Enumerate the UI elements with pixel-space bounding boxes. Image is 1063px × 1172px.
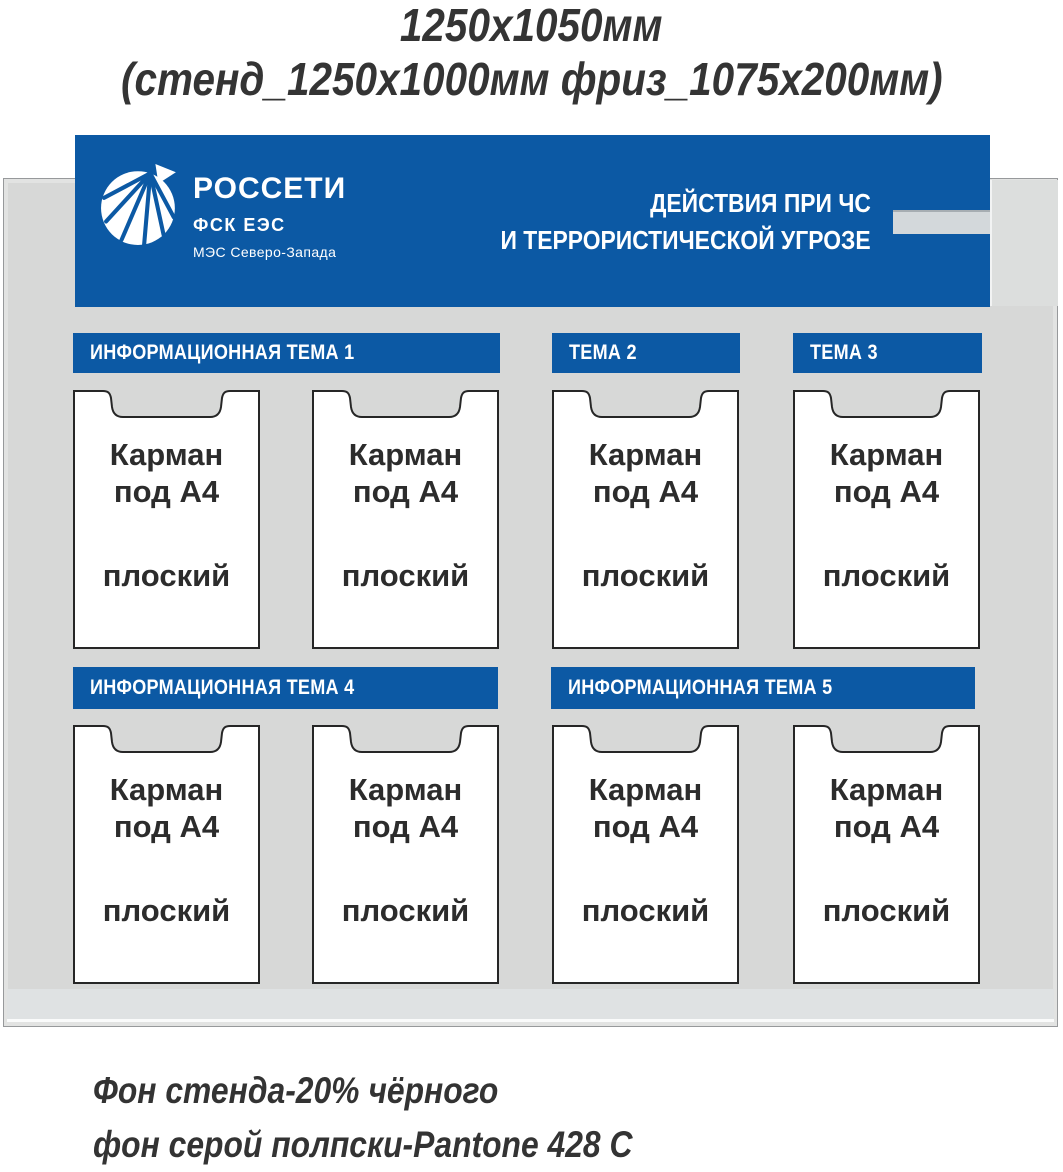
pocket-label-line2: под А4 xyxy=(592,474,699,509)
pocket-label-line1: Карман xyxy=(109,437,224,472)
pocket-a4-2 xyxy=(312,390,499,649)
color-note-line2: фон серой полпски-Pantone 428 C xyxy=(93,1124,633,1165)
pocket-label-line2: под А4 xyxy=(113,474,220,509)
pocket-label-line1: Карман xyxy=(348,437,463,472)
section-header-tema2 xyxy=(552,333,740,373)
fringe-heading-line1: ДЕЙСТВИЯ ПРИ ЧС xyxy=(650,188,871,218)
pocket-label-line3: плоский xyxy=(341,558,470,593)
pocket-a4-6 xyxy=(312,725,499,984)
section-header-tema5-label: ИНФОРМАЦИОННАЯ ТЕМА 5 xyxy=(568,676,833,699)
section-header-tema1-label: ИНФОРМАЦИОННАЯ ТЕМА 1 xyxy=(90,341,355,364)
fringe-slot-plate xyxy=(893,210,990,234)
pocket-a4-8 xyxy=(793,725,980,984)
pocket-label-line1: Карман xyxy=(348,772,463,807)
section-header-tema5 xyxy=(551,667,975,709)
pocket-label-line3: плоский xyxy=(581,893,710,928)
pocket-label-line3: плоский xyxy=(581,558,710,593)
brand-block xyxy=(193,173,346,260)
section-header-tema4 xyxy=(73,667,498,709)
pocket-label-line3: плоский xyxy=(102,558,231,593)
pocket-label-line2: под А4 xyxy=(113,809,220,844)
fringe-header xyxy=(75,135,990,307)
pocket-label-line3: плоский xyxy=(822,558,951,593)
pocket-label-line2: под А4 xyxy=(352,474,459,509)
brand-name: РОССЕТИ xyxy=(193,172,347,205)
section-header-tema2-label: ТЕМА 2 xyxy=(569,341,637,364)
pocket-label-line2: под А4 xyxy=(352,809,459,844)
pocket-label-line1: Карман xyxy=(829,437,944,472)
dimension-title-line2: (стенд_1250х1000мм фриз_1075х200мм) xyxy=(120,53,943,105)
dimension-title-line1: 1250х1050мм xyxy=(400,0,663,51)
pocket-a4-4 xyxy=(793,390,980,649)
pocket-label-line1: Карман xyxy=(109,772,224,807)
pocket-label-line2: под А4 xyxy=(833,474,940,509)
pocket-a4-7 xyxy=(552,725,739,984)
dimension-title xyxy=(0,0,1063,108)
fringe-heading xyxy=(450,185,871,259)
rosseti-logo-icon xyxy=(99,163,181,245)
stand-right-margin xyxy=(990,180,1058,306)
color-note-line1: Фон стенда-20% чёрного xyxy=(93,1070,499,1111)
pocket-label-line1: Карман xyxy=(588,772,703,807)
brand-division: ФСК ЕЭС xyxy=(193,215,286,235)
stand-bottom-bevel xyxy=(7,989,1054,1019)
pocket-label-line2: под А4 xyxy=(833,809,940,844)
color-notes xyxy=(93,1064,720,1172)
pocket-label-line1: Карман xyxy=(829,772,944,807)
pocket-a4-1 xyxy=(73,390,260,649)
section-header-tema3-label: ТЕМА 3 xyxy=(810,341,878,364)
pocket-label-line3: плоский xyxy=(822,893,951,928)
pocket-label-line2: под А4 xyxy=(592,809,699,844)
brand-branch: МЭС Северо-Запада xyxy=(193,244,337,260)
section-header-tema3 xyxy=(793,333,982,373)
fringe-heading-line2: И ТЕРРОРИСТИЧЕСКОЙ УГРОЗЕ xyxy=(500,225,871,255)
pocket-label-line3: плоский xyxy=(341,893,470,928)
pocket-label-line1: Карман xyxy=(588,437,703,472)
section-header-tema1 xyxy=(73,333,500,373)
pocket-a4-5 xyxy=(73,725,260,984)
section-header-tema4-label: ИНФОРМАЦИОННАЯ ТЕМА 4 xyxy=(90,676,355,699)
pocket-label-line3: плоский xyxy=(102,893,231,928)
pocket-a4-3 xyxy=(552,390,739,649)
